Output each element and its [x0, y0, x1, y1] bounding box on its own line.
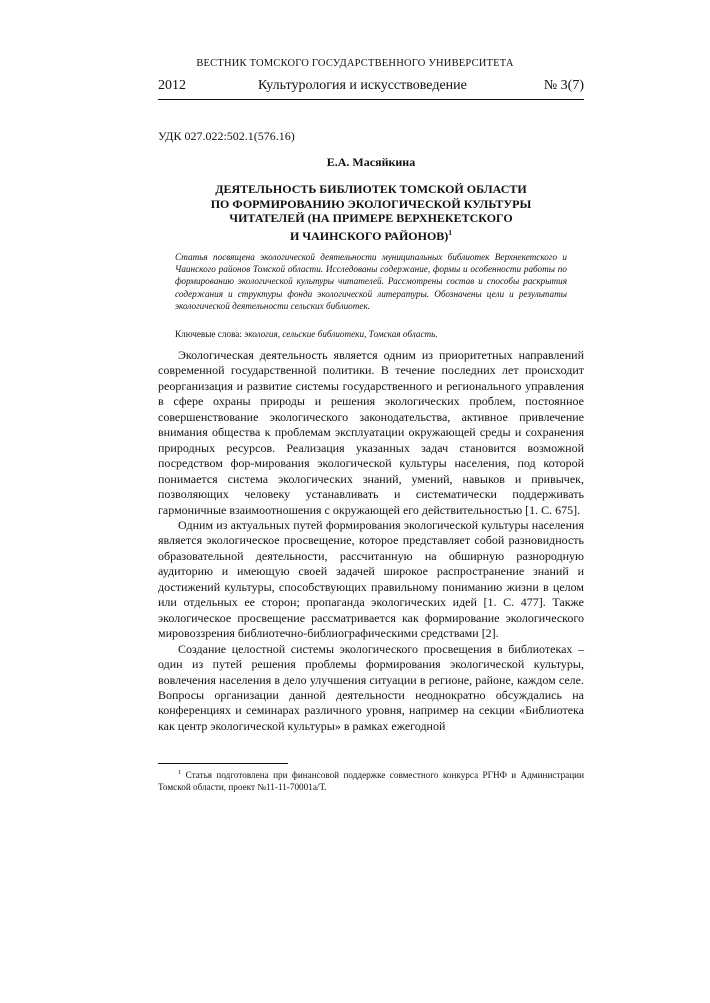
body-paragraph: Одним из актуальных путей формирования экологической культуры населения является экологическое просвещение, которое представляет собой разновидность образовательной деятельности, рассчитанную на обширную разнородную аудиторию и имеющую своей задачей широкое распространение знаний и достижений культуры, способствующих правильному пониманию жизни в целом или отдельных ее сторон; пропаганда экологических идей [1. С. 477]. Также экологическое просвещение рассматривается как формирование экологического мировоззрения библиотечно-библиографическими средствами [2].	[158, 517, 584, 641]
abstract: Статья посвящена экологической деятельности муниципальных библиотек Верхнекетского и Чаинского районов Томской области. Исследованы содержание, формы и особенности работы по формированию экологической культуры читателей. Рассмотрены состав и способы раскрытия содержания и структуры фонда экологической литературы. Обозначены цели и результаты экологической деятельности сельских библиотек.	[175, 252, 567, 311]
title-line	[158, 226, 584, 244]
keywords	[175, 328, 567, 340]
udk-code: УДК 027.022:502.1(576.16)	[158, 129, 295, 143]
footnote-mark: 1	[178, 769, 182, 776]
footnote	[158, 767, 584, 793]
article-body	[158, 348, 584, 734]
title-line: ПО ФОРМИРОВАНИЮ ЭКОЛОГИЧЕСКОЙ КУЛЬТУРЫ	[210, 196, 532, 211]
journal-section: Культурология и искусствоведение	[258, 78, 467, 93]
title-footnote-mark: 1	[448, 227, 453, 237]
keywords-value: экология, сельские библиотеки, Томская область.	[244, 329, 438, 339]
footnote-separator	[158, 763, 288, 764]
keywords-label: Ключевые слова:	[175, 329, 245, 339]
issue-number: № 3(7)	[543, 78, 584, 93]
issue-year: 2012	[158, 78, 186, 93]
footnote-text: Статья подготовлена при финансовой поддержке совместного конкурса РГНФ и Администрации Томской области, проект №11-11-70001а/Т.	[158, 770, 584, 793]
header-rule	[158, 99, 584, 100]
title-line: ЧИТАТЕЛЕЙ (НА ПРИМЕРЕ ВЕРХНЕКЕТСКОГО	[229, 211, 513, 225]
title-line-text: И ЧАИНСКОГО РАЙОНОВ)	[289, 228, 449, 243]
body-paragraph: Экологическая деятельность является одним из приоритетных направлений современной государственной политики. В течение последних лет происходит реорганизация и развитие системы государственного и регионального управления в сфере охраны природы и решения экологических проблем, постоянное совершенствование экологического законодательства, активное привлечение внимания общества к проблемам эксплуатации окружающей среды и сохранения природных ресурсов. Реализация указанных задач становится возможной посредством фор-мирования экологической культуры населения, под которой понимается система экологических знаний, умений, навыков и привычек, позволяющих человеку устанавливать и систематически поддерживать гармоничные взаимоотношения с окружающей его действительностью [1. С. 675].	[158, 348, 584, 517]
journal-name: ВЕСТНИК ТОМСКОГО ГОСУДАРСТВЕННОГО УНИВЕРСИТЕТА	[196, 58, 514, 69]
body-paragraph: Создание целостной системы экологического просвещения в библиотеках – один из путей решения проблемы формирования экологической культуры, вовлечения населения в дело улучшения ситуации в регионе, районе, каждом селе. Вопросы организации данной деятельности неоднократно обсуждались на конференциях и семинарах различного уровня, например на секции «Библиотека как центр экологической культуры» в рамках ежегодной	[158, 641, 584, 733]
author-name: Е.А. Масяйкина	[326, 155, 416, 169]
title-line: ДЕЯТЕЛЬНОСТЬ БИБЛИОТЕК ТОМСКОЙ ОБЛАСТИ	[215, 182, 527, 196]
article-title	[158, 182, 584, 243]
